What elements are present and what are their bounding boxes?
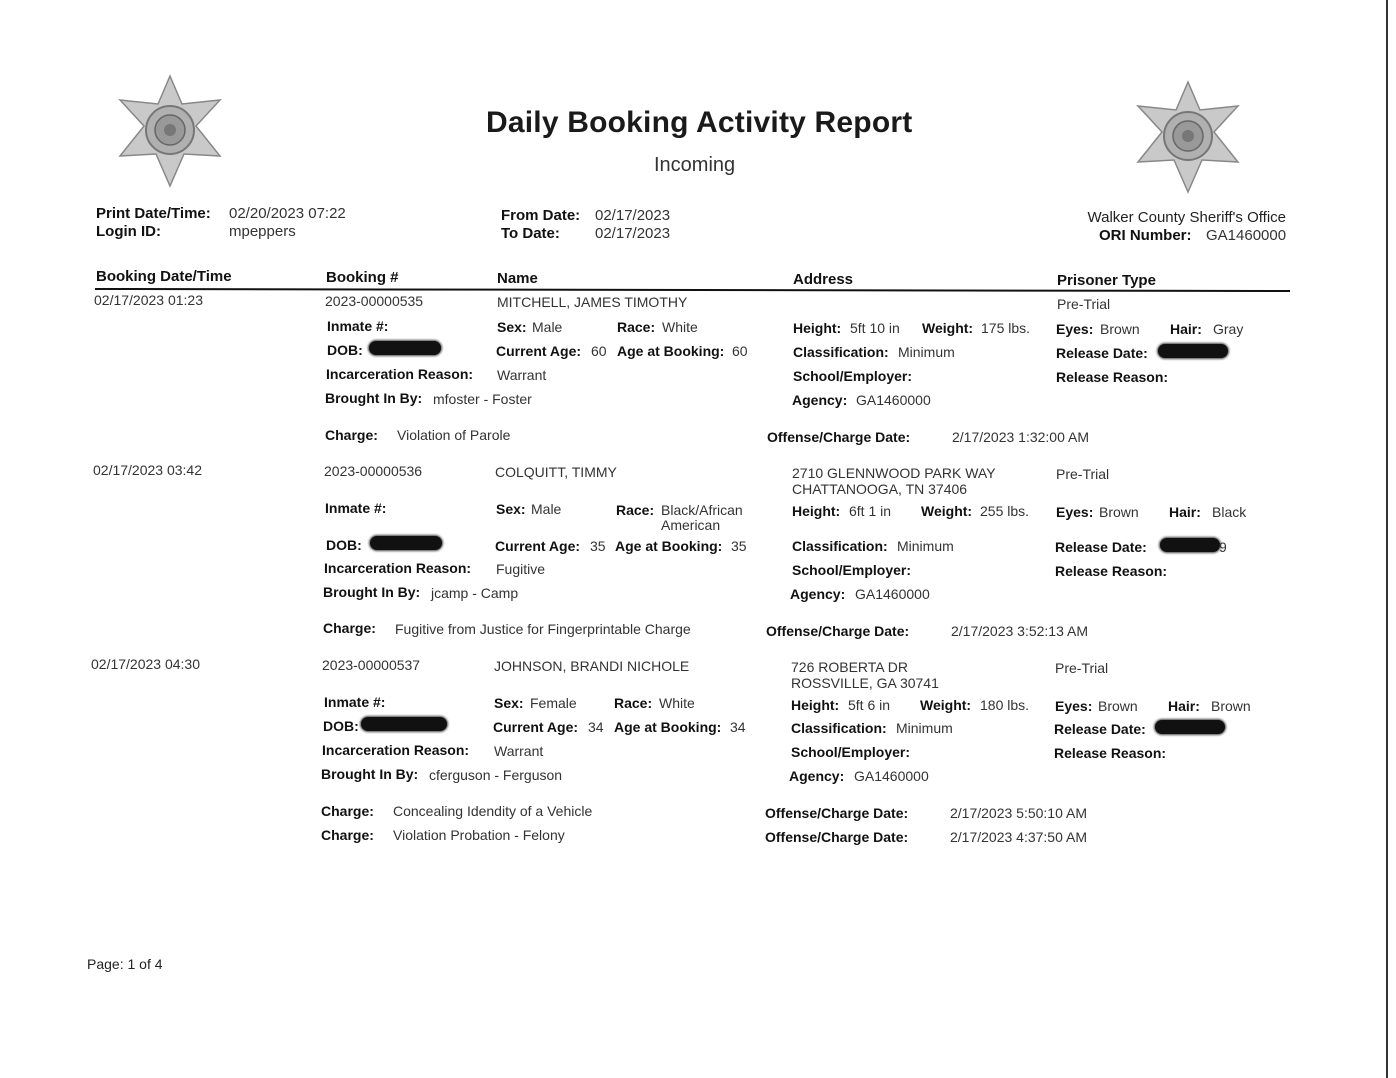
address-line-2: ROSSVILLE, GA 30741 bbox=[791, 675, 939, 691]
print-datetime-value: 02/20/2023 07:22 bbox=[229, 205, 346, 222]
height-value: 5ft 10 in bbox=[850, 320, 900, 336]
release-date-visible-digit: 9 bbox=[1219, 539, 1227, 555]
age-at-booking-value: 60 bbox=[732, 343, 748, 359]
classification-label: Classification: bbox=[791, 720, 887, 736]
current-age-value: 35 bbox=[590, 538, 606, 554]
incarceration-reason-value: Fugitive bbox=[496, 561, 546, 577]
inmate-number-label: Inmate #: bbox=[327, 318, 389, 334]
height-label: Height: bbox=[792, 503, 841, 519]
agency-label: Agency: bbox=[792, 392, 848, 408]
agency-label: Agency: bbox=[789, 768, 845, 784]
inmate-number-label: Inmate #: bbox=[325, 500, 387, 516]
classification-value: Minimum bbox=[898, 344, 955, 360]
eyes-value: Brown bbox=[1099, 504, 1139, 520]
current-age-value: 34 bbox=[588, 719, 604, 735]
inmate-name: MITCHELL, JAMES TIMOTHY bbox=[497, 294, 688, 310]
offense-charge-date-value: 2/17/2023 1:32:00 AM bbox=[952, 429, 1089, 445]
offense-charge-date-label: Offense/Charge Date: bbox=[765, 805, 909, 821]
weight-label: Weight: bbox=[921, 503, 973, 519]
offense-charge-date-label: Offense/Charge Date: bbox=[765, 829, 909, 845]
weight-value: 175 lbs. bbox=[981, 320, 1031, 336]
eyes-label: Eyes: bbox=[1056, 504, 1094, 520]
sex-label: Sex: bbox=[496, 501, 526, 517]
age-at-booking-label: Age at Booking: bbox=[614, 719, 722, 735]
agency-label: Agency: bbox=[790, 586, 846, 602]
from-date-value: 02/17/2023 bbox=[595, 207, 671, 224]
col-prisoner-type: Prisoner Type bbox=[1057, 272, 1156, 289]
incarceration-reason-value: Warrant bbox=[494, 743, 544, 759]
release-date-redaction bbox=[1160, 538, 1220, 552]
classification-label: Classification: bbox=[792, 538, 888, 554]
race-value: White bbox=[659, 695, 695, 711]
to-date-value: 02/17/2023 bbox=[595, 225, 671, 242]
brought-in-by-value: cferguson - Ferguson bbox=[429, 767, 563, 783]
inmate-name: COLQUITT, TIMMY bbox=[495, 464, 617, 480]
inmate-number-label: Inmate #: bbox=[324, 694, 386, 710]
current-age-label: Current Age: bbox=[496, 343, 582, 359]
weight-value: 180 lbs. bbox=[980, 697, 1030, 713]
race-label: Race: bbox=[617, 319, 656, 335]
classification-label: Classification: bbox=[793, 344, 889, 360]
hair-value: Brown bbox=[1211, 698, 1251, 714]
prisoner-type: Pre-Trial bbox=[1056, 466, 1110, 482]
sex-label: Sex: bbox=[497, 319, 527, 335]
hair-label: Hair: bbox=[1170, 321, 1202, 337]
release-reason-label: Release Reason: bbox=[1056, 369, 1169, 385]
dob-redaction bbox=[369, 341, 441, 355]
report-subtitle: Incoming bbox=[654, 154, 736, 176]
brought-in-by-label: Brought In By: bbox=[325, 390, 423, 406]
height-value: 6ft 1 in bbox=[849, 503, 892, 519]
race-label: Race: bbox=[616, 502, 655, 518]
age-at-booking-label: Age at Booking: bbox=[617, 343, 725, 359]
release-date-redaction bbox=[1158, 344, 1228, 358]
booking-datetime: 02/17/2023 04:30 bbox=[91, 656, 200, 672]
weight-label: Weight: bbox=[920, 697, 972, 713]
agency-value: GA1460000 bbox=[855, 586, 930, 602]
incarceration-reason-label: Incarceration Reason: bbox=[322, 742, 470, 758]
dob-label: DOB: bbox=[327, 342, 363, 358]
ori-number-label: ORI Number: bbox=[1099, 227, 1192, 244]
prisoner-type: Pre-Trial bbox=[1055, 660, 1109, 676]
page-number: Page: 1 of 4 bbox=[87, 956, 163, 972]
charge-value: Concealing Idendity of a Vehicle bbox=[393, 803, 593, 819]
race-value: Black/African bbox=[661, 502, 743, 518]
school-employer-label: School/Employer: bbox=[793, 368, 913, 384]
release-reason-label: Release Reason: bbox=[1055, 563, 1168, 579]
booking-number: 2023-00000536 bbox=[324, 463, 423, 479]
incarceration-reason-value: Warrant bbox=[497, 367, 547, 383]
current-age-label: Current Age: bbox=[493, 719, 579, 735]
report-title: Daily Booking Activity Report bbox=[486, 106, 913, 139]
school-employer-label: School/Employer: bbox=[791, 744, 911, 760]
from-date-label: From Date: bbox=[501, 207, 581, 224]
agency-value: GA1460000 bbox=[854, 768, 929, 784]
address-line-1: 2710 GLENNWOOD PARK WAY bbox=[792, 465, 996, 481]
dob-redaction bbox=[370, 536, 442, 550]
booking-number: 2023-00000537 bbox=[322, 657, 421, 673]
inmate-name: JOHNSON, BRANDI NICHOLE bbox=[494, 658, 690, 674]
dob-label: DOB: bbox=[323, 718, 359, 734]
brought-in-by-label: Brought In By: bbox=[323, 584, 421, 600]
sex-value: Male bbox=[532, 319, 563, 335]
charge-label: Charge: bbox=[321, 803, 374, 819]
brought-in-by-label: Brought In By: bbox=[321, 766, 419, 782]
address-line-1: 726 ROBERTA DR bbox=[791, 659, 908, 675]
eyes-value: Brown bbox=[1100, 321, 1140, 337]
current-age-value: 60 bbox=[591, 343, 607, 359]
agency-value: GA1460000 bbox=[856, 392, 931, 408]
sheriff-badge-icon bbox=[1128, 80, 1248, 195]
offense-charge-date-value: 2/17/2023 4:37:50 AM bbox=[950, 829, 1087, 845]
brought-in-by-value: mfoster - Foster bbox=[433, 391, 532, 407]
print-datetime-label: Print Date/Time: bbox=[96, 205, 211, 222]
booking-datetime: 02/17/2023 03:42 bbox=[93, 462, 202, 478]
charge-value: Violation Probation - Felony bbox=[393, 827, 565, 843]
sex-value: Male bbox=[531, 501, 562, 517]
release-date-label: Release Date: bbox=[1055, 539, 1147, 555]
charge-label: Charge: bbox=[325, 427, 378, 443]
col-name: Name bbox=[497, 270, 538, 287]
height-label: Height: bbox=[791, 697, 840, 713]
age-at-booking-value: 35 bbox=[731, 538, 747, 554]
col-booking-number: Booking # bbox=[326, 269, 399, 286]
release-date-label: Release Date: bbox=[1054, 721, 1146, 737]
dob-redaction bbox=[361, 717, 447, 731]
incarceration-reason-label: Incarceration Reason: bbox=[324, 560, 472, 576]
release-reason-label: Release Reason: bbox=[1054, 745, 1167, 761]
height-label: Height: bbox=[793, 320, 842, 336]
eyes-value: Brown bbox=[1098, 698, 1138, 714]
weight-label: Weight: bbox=[922, 320, 974, 336]
classification-value: Minimum bbox=[896, 720, 953, 736]
col-booking-datetime: Booking Date/Time bbox=[96, 268, 232, 285]
age-at-booking-label: Age at Booking: bbox=[615, 538, 723, 554]
dob-label: DOB: bbox=[326, 537, 362, 553]
eyes-label: Eyes: bbox=[1055, 698, 1093, 714]
to-date-label: To Date: bbox=[501, 225, 560, 242]
release-date-label: Release Date: bbox=[1056, 345, 1148, 361]
current-age-label: Current Age: bbox=[495, 538, 581, 554]
sheriff-badge-icon bbox=[110, 74, 230, 189]
sex-value: Female bbox=[530, 695, 577, 711]
weight-value: 255 lbs. bbox=[980, 503, 1030, 519]
offense-charge-date-label: Offense/Charge Date: bbox=[767, 429, 911, 445]
age-at-booking-value: 34 bbox=[730, 719, 746, 735]
ori-number-value: GA1460000 bbox=[1206, 227, 1287, 244]
school-employer-label: School/Employer: bbox=[792, 562, 912, 578]
offense-charge-date-value: 2/17/2023 3:52:13 AM bbox=[951, 623, 1088, 639]
charge-label: Charge: bbox=[321, 827, 374, 843]
offense-charge-date-label: Offense/Charge Date: bbox=[766, 623, 910, 639]
release-date-redaction bbox=[1155, 720, 1225, 734]
booking-number: 2023-00000535 bbox=[325, 293, 424, 309]
hair-value: Gray bbox=[1213, 321, 1244, 337]
height-value: 5ft 6 in bbox=[848, 697, 891, 713]
offense-charge-date-value: 2/17/2023 5:50:10 AM bbox=[950, 805, 1087, 821]
scan-edge-line bbox=[1386, 0, 1388, 1078]
col-address: Address bbox=[793, 271, 854, 288]
login-id-value: mpeppers bbox=[229, 223, 296, 240]
booking-datetime: 02/17/2023 01:23 bbox=[94, 292, 203, 308]
race-value: White bbox=[662, 319, 698, 335]
agency-name: Walker County Sheriff's Office bbox=[1087, 209, 1286, 226]
incarceration-reason-label: Incarceration Reason: bbox=[326, 366, 474, 382]
hair-value: Black bbox=[1212, 504, 1247, 520]
hair-label: Hair: bbox=[1168, 698, 1200, 714]
charge-label: Charge: bbox=[323, 620, 376, 636]
prisoner-type: Pre-Trial bbox=[1057, 296, 1111, 312]
charge-value: Fugitive from Justice for Fingerprintable Charge bbox=[395, 621, 691, 637]
brought-in-by-value: jcamp - Camp bbox=[431, 585, 519, 601]
eyes-label: Eyes: bbox=[1056, 321, 1094, 337]
login-id-label: Login ID: bbox=[96, 223, 161, 240]
charge-value: Violation of Parole bbox=[397, 427, 511, 443]
classification-value: Minimum bbox=[897, 538, 954, 554]
race-value-line-2: American bbox=[661, 517, 721, 533]
race-label: Race: bbox=[614, 695, 653, 711]
hair-label: Hair: bbox=[1169, 504, 1201, 520]
address-line-2: CHATTANOOGA, TN 37406 bbox=[792, 481, 968, 497]
sex-label: Sex: bbox=[494, 695, 524, 711]
